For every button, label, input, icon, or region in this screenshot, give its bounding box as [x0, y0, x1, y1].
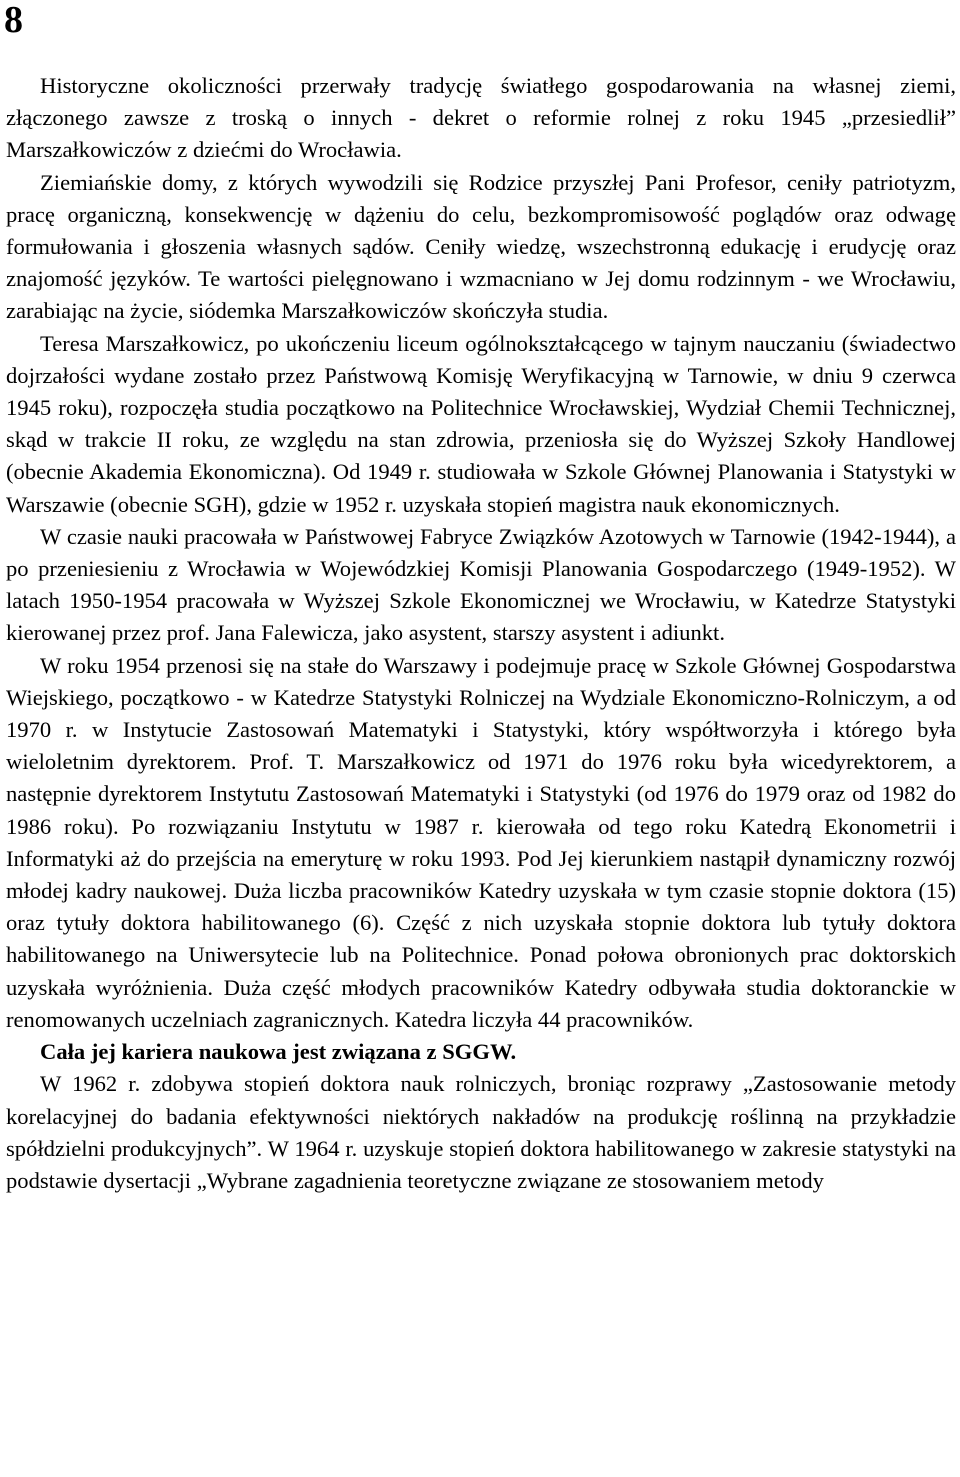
paragraph-doctorate: W 1962 r. zdobywa stopień doktora nauk rolniczych, broniąc rozprawy „Zastosowanie metody korelacyjnej do badania efektywności niektórych nakładów na produkcję roślinną na przykładzie spółdzielni produkcyjnych”. W 1964 r. uzyskuje stopień doktora habilitowanego w zakresie statystyki na podstawie dysertacji „Wybrane zagadnienia teoretyczne związane ze stosowaniem metody [6, 1071, 956, 1193]
page-number: 8 [4, 0, 23, 41]
bold-heading: Cała jej kariera naukowa jest związana z SGGW. [40, 1039, 517, 1065]
document-body [6, 70, 956, 1197]
paragraph-family-values: Ziemiańskie domy, z których wywodzili się Rodzice przyszłej Pani Profesor, ceniły patriotyzm, pracę organiczną, konsekwencję w dążeniu do celu, bezkompromisowość poglądów oraz odwagę formułowania i głoszenia własnych sądów. Ceniły wiedzę, wszechstronną edukację i erudycję oraz znajomość języków. Te wartości pielęgnowano i wzmacniano w Jej domu rodzinnym - we Wrocławiu, zarabiając na życie, siódemka Marszałkowiczów skończyła studia. [6, 169, 956, 324]
paragraph-historical-circumstances: Historyczne okoliczności przerwały tradycję światłego gospodarowania na własnej ziemi, złączonego zawsze z troską o innych - dekret o reformie rolnej z roku 1945 „przesiedlił” Marszałkowiczów z dziećmi do Wrocławia. [6, 73, 956, 163]
paragraph-early-career: W czasie nauki pracowała w Państwowej Fabryce Związków Azotowych w Tarnowie (1942-1944), a po przeniesieniu z Wrocławia w Wojewódzkiej Komisji Planowania Gospodarczego (1949-1952). W latach 1950-1954 pracowała w Wyższej Szkole Ekonomicznej we Wrocławiu, w Katedrze Statystyki kierowanej przez prof. Jana Falewicza, jako asystent, starszy asystent i adiunkt. [6, 523, 956, 646]
paragraph-education: Teresa Marszałkowicz, po ukończeniu liceum ogólnokształcącego w tajnym nauczaniu (świadectwo dojrzałości wydane zostało przez Państwową Komisję Weryfikacyjną w Tarnowie, w dniu 9 czerwca 1945 roku), rozpoczęła studia początkowo na Politechnice Wrocławskiej, Wydział Chemii Technicznej, skąd w trakcie II roku, ze względu na stan zdrowia, przeniosła się do Wyższej Szkoły Handlowej (obecnie Akademia Ekonomiczna). Od 1949 r. studiowała w Szkole Głównej Planowania i Statystyki w Warszawie (obecnie SGH), gdzie w 1952 r. uzyskała stopień magistra nauk ekonomicznych. [6, 330, 956, 517]
paragraph-sggw-career: W roku 1954 przenosi się na stałe do Warszawy i podejmuje pracę w Szkole Głównej Gospodarstwa Wiejskiego, początkowo - w Katedrze Statystyki Rolniczej na Wydziale Ekonomiczno-Rolniczym, a od 1970 r. w Instytucie Zastosowań Matematyki i Statystyki, który współtworzyła i którego była wieloletnim dyrektorem. Prof. T. Marszałkowicz od 1971 do 1976 roku była wicedyrektorem, a następnie dyrektorem Instytutu Zastosowań Matematyki i Statystyki (od 1976 do 1979 oraz od 1982 do 1986 roku). Po rozwiązaniu Instytutu w 1987 r. kierowała od tego roku Katedrą Ekonometrii i Informatyki aż do przejścia na emeryturę w roku 1993. Pod Jej kierunkiem nastąpił dynamiczny rozwój młodej kadry naukowej. Duża liczba pracowników Katedry uzyskała w tym czasie stopnie doktora (15) oraz tytuły doktora habilitowanego (6). Część z nich uzyskała stopnie doktora lub tytuły doktora habilitowanego na Uniwersytecie lub na Politechnice. Ponad połowa obronionych prac doktorskich uzyskała wyróżnienia. Duża część młodych pracowników Katedry odbywała studia doktoranckie w renomowanych uczelniach zagranicznych. Katedra liczyła 44 pracowników. [6, 652, 956, 1032]
